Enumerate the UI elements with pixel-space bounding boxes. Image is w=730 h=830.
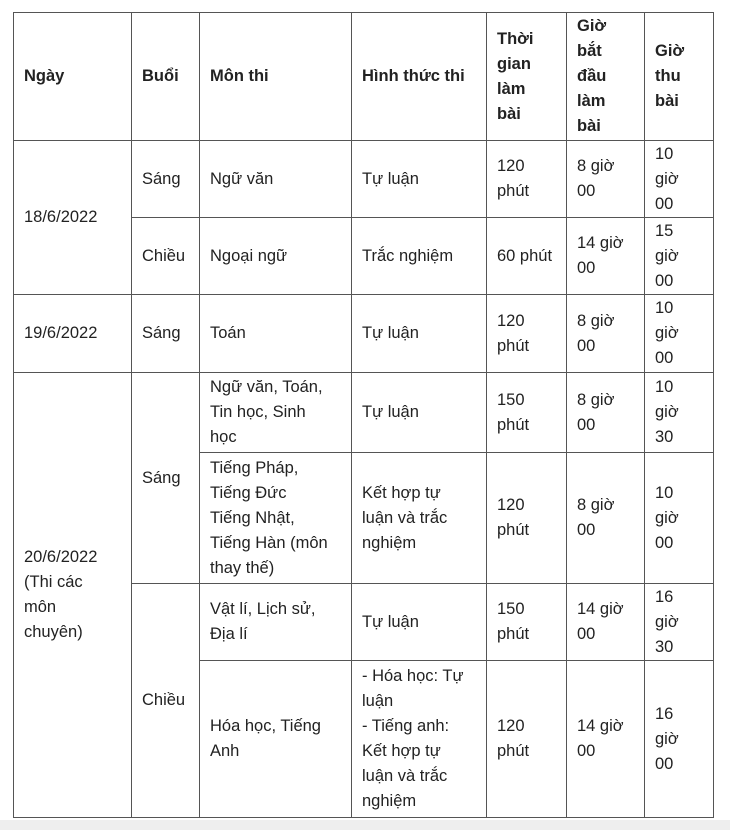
duration-cell: 150 phút (487, 373, 567, 453)
start-time-cell: 8 giờ 00 (567, 453, 645, 584)
session-cell: Sáng (132, 141, 200, 218)
end-time-cell: 15 giờ 00 (645, 218, 714, 295)
end-time-cell: 10 giờ 00 (645, 295, 714, 373)
table-row (14, 295, 714, 373)
header-duration: Thời gian làm bài (487, 13, 567, 141)
duration-cell: 120 phút (487, 141, 567, 218)
duration-cell: 120 phút (487, 453, 567, 584)
subject-cell: Hóa học, Tiếng Anh (200, 661, 352, 818)
subject-cell: Toán (200, 295, 352, 373)
end-time-cell: 10 giờ 00 (645, 453, 714, 584)
subject-cell: Ngữ văn (200, 141, 352, 218)
table-row (14, 373, 714, 453)
date-cell: 18/6/2022 (14, 141, 132, 295)
subject-cell: Ngữ văn, Toán, Tin học, Sinh học (200, 373, 352, 453)
subject-cell: Tiếng Pháp, Tiếng Đức Tiếng Nhật, Tiếng Hàn (môn thay thế) (200, 453, 352, 584)
date-cell: 20/6/2022 (Thi các môn chuyên) (14, 373, 132, 818)
header-subject: Môn thi (200, 13, 352, 141)
format-cell: Tự luận (352, 373, 487, 453)
session-cell: Sáng (132, 295, 200, 373)
format-cell: Tự luận (352, 295, 487, 373)
subject-cell: Ngoại ngữ (200, 218, 352, 295)
format-cell: - Hóa học: Tự luận - Tiếng anh: Kết hợp tự luận và trắc nghiệm (352, 661, 487, 818)
exam-schedule-table (13, 12, 714, 818)
format-cell: Tự luận (352, 584, 487, 661)
duration-cell: 150 phút (487, 584, 567, 661)
format-cell: Tự luận (352, 141, 487, 218)
end-time-cell: 16 giờ 30 (645, 584, 714, 661)
duration-cell: 120 phút (487, 661, 567, 818)
end-time-cell: 10 giờ 00 (645, 141, 714, 218)
header-end-time: Giờ thu bài (645, 13, 714, 141)
page-bottom-band (0, 820, 730, 830)
duration-cell: 60 phút (487, 218, 567, 295)
start-time-cell: 14 giờ 00 (567, 218, 645, 295)
session-cell: Sáng (132, 373, 200, 584)
session-cell: Chiều (132, 584, 200, 818)
start-time-cell: 8 giờ 00 (567, 295, 645, 373)
table-row (14, 141, 714, 218)
format-cell: Trắc nghiệm (352, 218, 487, 295)
start-time-cell: 14 giờ 00 (567, 661, 645, 818)
start-time-cell: 8 giờ 00 (567, 141, 645, 218)
header-date: Ngày (14, 13, 132, 141)
date-cell: 19/6/2022 (14, 295, 132, 373)
header-format: Hình thức thi (352, 13, 487, 141)
header-start-time: Giờ bắt đầu làm bài (567, 13, 645, 141)
start-time-cell: 8 giờ 00 (567, 373, 645, 453)
format-cell: Kết hợp tự luận và trắc nghiệm (352, 453, 487, 584)
header-row (14, 13, 714, 141)
end-time-cell: 10 giờ 30 (645, 373, 714, 453)
subject-cell: Vật lí, Lịch sử, Địa lí (200, 584, 352, 661)
start-time-cell: 14 giờ 00 (567, 584, 645, 661)
session-cell: Chiều (132, 218, 200, 295)
end-time-cell: 16 giờ 00 (645, 661, 714, 818)
header-session: Buổi (132, 13, 200, 141)
duration-cell: 120 phút (487, 295, 567, 373)
